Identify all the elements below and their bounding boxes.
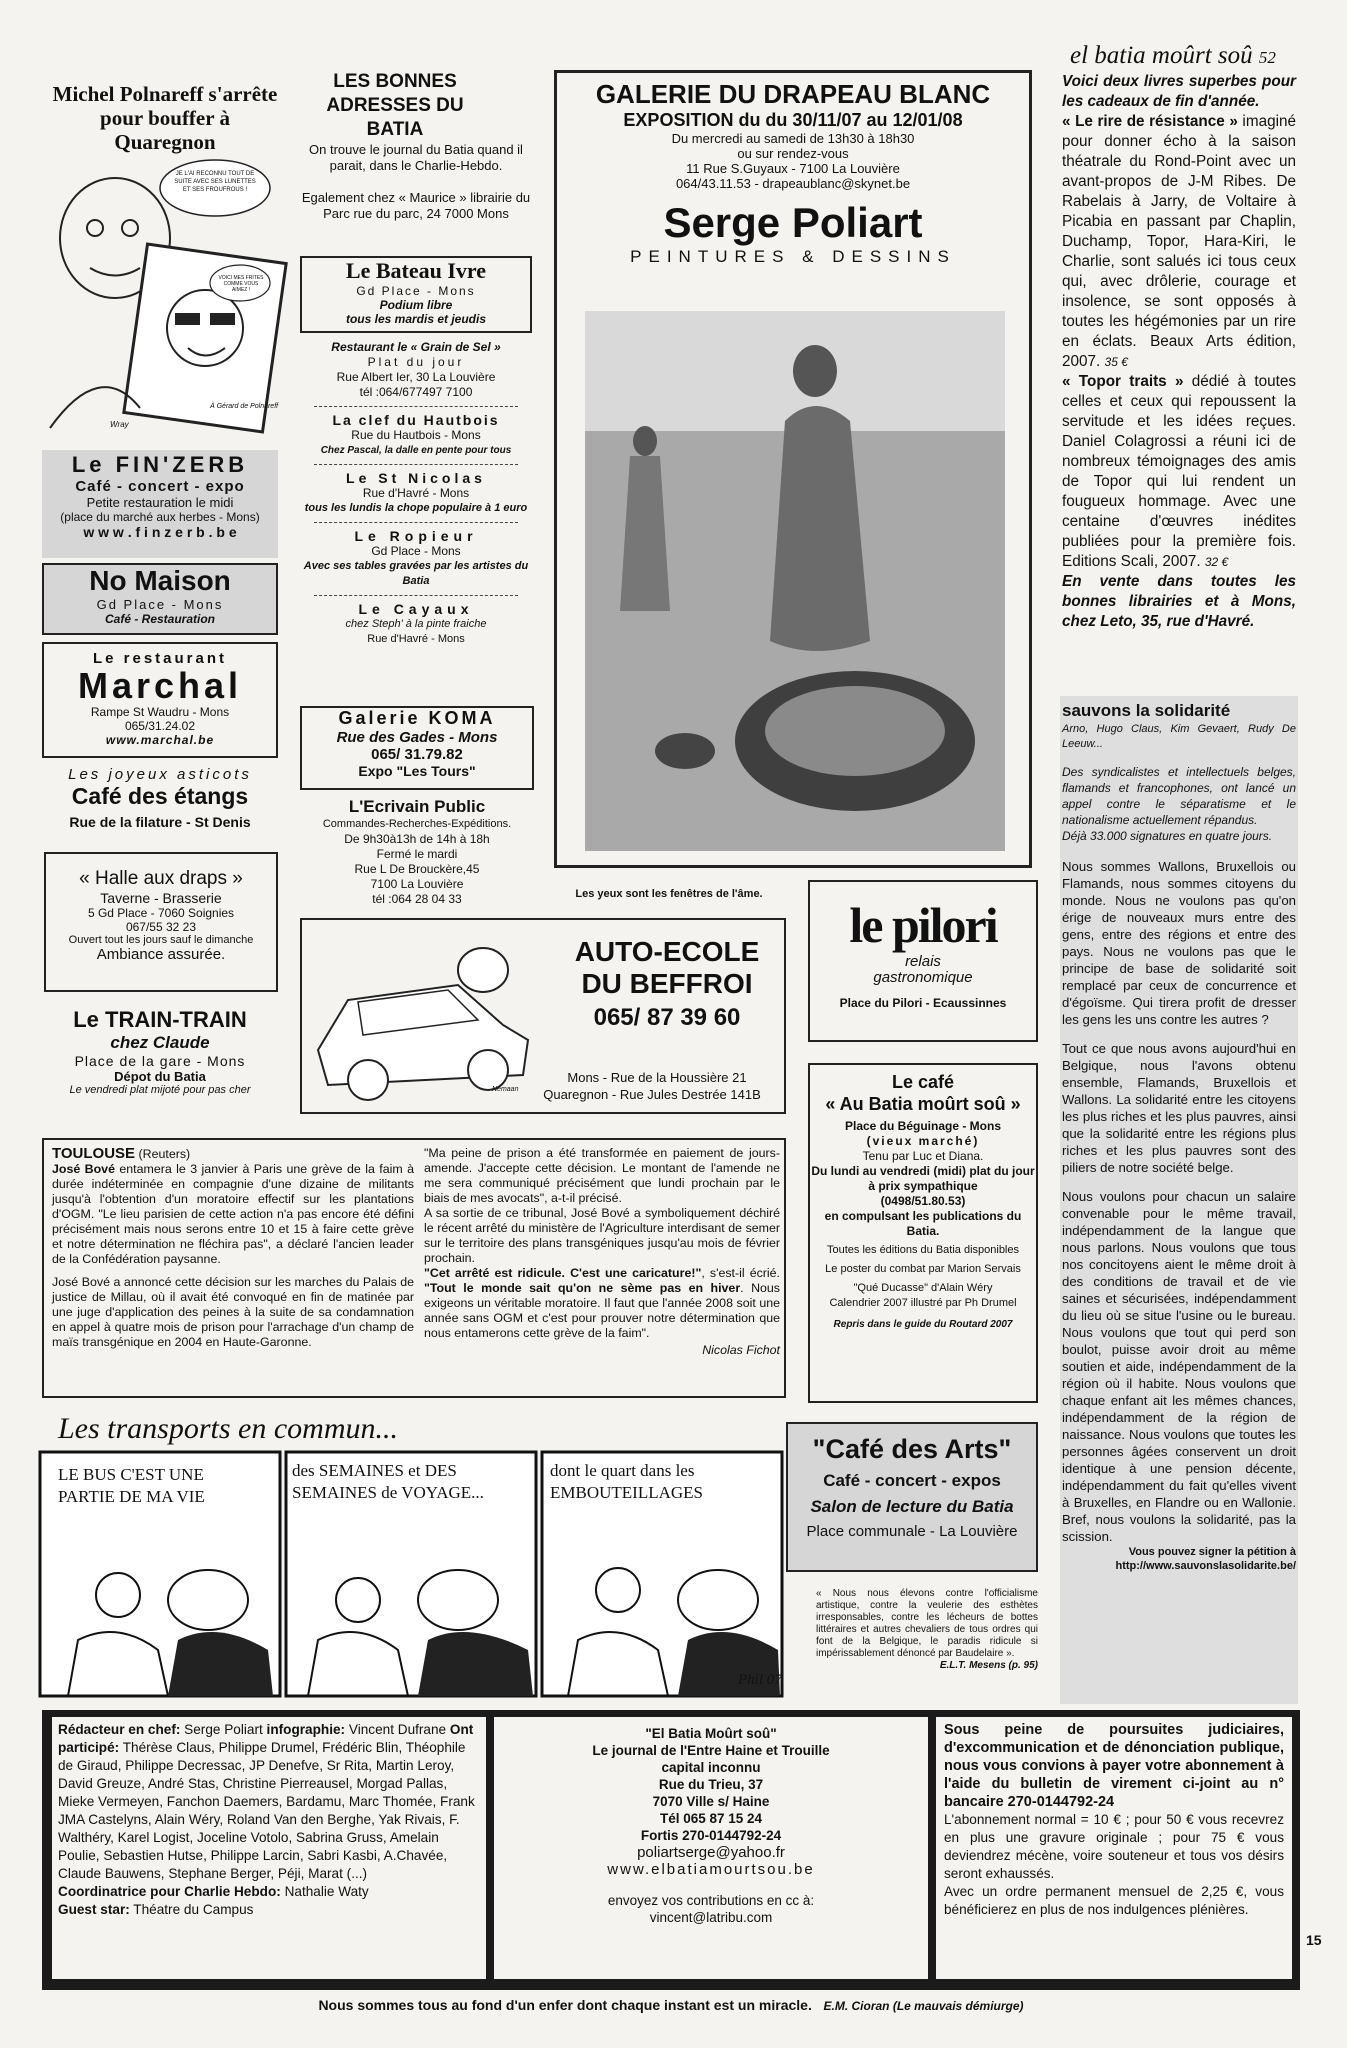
galerie-artist: Serge Poliart [663, 199, 923, 246]
adresses-intro2: Egalement chez « Maurice » librairie du Parc rue du parc, 24 7000 Mons [301, 190, 531, 221]
separator [314, 406, 518, 407]
footer-guest: Théatre du Campus [133, 1902, 254, 1917]
solidarite-petition: Vous pouvez signer la pétition à [1128, 1546, 1296, 1558]
finzerb-line1: Café - concert - expo [75, 478, 245, 495]
hautbois-name: La clef du Hautbois [332, 412, 500, 428]
toulouse-p1: entamera le 3 janvier à Paris une grève de la faim à durée indéterminée en compagnie d'une dizaine de militants jusqu'à l'obtention d'un moratoire effectif sur les plantations d'OGM. "Le lieu parisien de cette action n'a pas encore été défini précisément mais nous serons entre 10 et 15 à faire cette grève et notre détermination ne fléchira pas", a déclaré l'ancien leader de la Confédération paysanne. [52, 1162, 414, 1266]
comic-bubble3: dont le quart dans les EMBOUTEILLAGES [550, 1461, 703, 1502]
toulouse-p2: José Bové a annoncé cette décision sur les marches du Palais de justice de Millau, où il avait été convoqué en fin de matinée par une juge d'application des peines à la suite de sa condamnation en appel à quatre mois de prison pour l'arrachage d'un champ de maïs transgénique en 2004 en Haute-Garonne. [52, 1275, 414, 1349]
galerie-line4: 064/43.11.53 - drapeaublanc@skynet.be [675, 176, 911, 191]
footer-guest-label: Guest star: [58, 1902, 130, 1917]
cafebatia-line4: Du lundi au vendredi (midi) plat du jour à prix sympathique [811, 1164, 1035, 1193]
adresses-intro1: On trouve le journal du Batia quand il parait, dans le Charlie-Hebdo. [309, 142, 523, 173]
cafebatia-line9: "Qué Ducasse" d'Alain Wéry [853, 1282, 993, 1294]
bateau-name: Le Bateau Ivre [345, 258, 487, 283]
stnicolas-line1: Rue d'Havré - Mons [362, 486, 470, 500]
solidarite-title: sauvons la solidarité [1062, 701, 1231, 720]
toulouse-agency: (Reuters) [138, 1147, 191, 1161]
cafebatia-ad [808, 1063, 1038, 1403]
galerie-expo: EXPOSITION du du 30/11/07 au 12/01/08 [623, 110, 963, 130]
books-sale: En vente dans toutes les bonnes librairies et à Mons, chez Leto, 35, rue d'Havré. [1062, 573, 1296, 630]
autoecole-line1: Mons - Rue de la Houssière 21 [567, 1070, 747, 1085]
cafearts-ad [786, 1422, 1038, 1572]
halle-line4: Ouvert tout les jours sauf le dimanche [68, 934, 254, 946]
comic-bubble2: des SEMAINES et DES SEMAINES de VOYAGE... [292, 1461, 484, 1502]
footer-right1: Sous peine de poursuites judiciaires, d'excommunication et de dénonciation publique, nous vous convions à payer votre abonnement à l'aide du bulletin de virement ci-joint au n° bancaire 270-0144792-24 [944, 1722, 1284, 1810]
koma-line1: Rue des Gades - Mons [336, 729, 498, 746]
cafebatia-line1: Place du Béguinage - Mons [844, 1119, 1002, 1133]
halle-ad [44, 852, 278, 992]
solidarite-names: Arno, Hugo Claus, Kim Gevaert, Rudy De Leeuw... [1062, 723, 1296, 750]
polnareff-dedication: À Gérard de Polnareff [210, 403, 279, 410]
cafebatia-line2: (vieux marché) [866, 1134, 980, 1148]
solidarite-p3: Nous voulons pour chacun un salaire convenable pour le même travail, indépendamment de la langue que nous parlons. Nous voulons que tous nos concitoyens aient le même droit à des conditions de travail et de vie saines et sécurisées, indépendamment du lieu où se situe l'usine ou le bureau. Nous voulons que tout qui perd son boulot, puisse avoir droit au même soutien et aide, indépendamment de la région où il habite. Nous voulons que chaque enfant ait les mêmes chances, indépendamment de la région de naissance. Nous voulons que toutes les personnes âgées conservent un droit identique à une pension décente, indépendamment du fait qu'elles vivent à Bruxelles, en Flandre ou en Wallonie. Bref, nous voulons la solidarité, pas la scission. [1062, 1189, 1296, 1544]
polnareff-title: Michel Polnareff s'arrête pour bouffer à Quaregnon [52, 82, 278, 154]
footer-info-label: infographie: [266, 1722, 346, 1737]
footer-part: Thérèse Claus, Philippe Drumel, Frédéric Blin, Théophile de Giraud, Philippe Decressac, JP Denefve, Sr Rita, Martin Leroy, David Greuze, André Stas, Christine Pierreausel, Morgad Pallas, Mieke Vermeyen, Fanchon Daemers, Bardamu, Marc Thomée, Frank JMA Castelyns, Alain Wéry, Roland Van den Berghe, Yak Rivais, F. Walthéry, Karel Logist, Joceline Votolo, Sabrina Gruss, Amelain Poulie, Sebastien Hutse, Philippe Larcin, Sabri Kasbi, A.Chavée, Claude Bauwens, Stephane Berger, Péji, Marat (...) [58, 1740, 475, 1881]
footer-mid1: "El Batia Moûrt soû" [645, 1726, 777, 1741]
book1-title: « Le rire de résistance » [1062, 113, 1238, 130]
galerie-title: GALERIE DU DRAPEAU BLANC [595, 79, 991, 109]
finzerb-ad [42, 450, 278, 558]
book2-title: « Topor traits » [1062, 373, 1184, 390]
toulouse-bove: José Bové [52, 1162, 115, 1176]
car-drawing [308, 940, 538, 1110]
footer-right2: L'abonnement normal = 10 € ; pour 50 € vous recevrez en plus une gravure originale ; pour 75 € vous deviendrez mécène, voire souteneur et tous vos désirs seront exhaussés. [944, 1812, 1284, 1881]
marchal-line2: 065/31.24.02 [124, 719, 196, 733]
solidarite-intro: Des syndicalistes et intellectuels belges, flamands et francophones, ont lancé un appel contre le séparatisme et le nationalisme actuellement répandus. [1062, 765, 1296, 827]
marchal-line1: Rampe St Waudru - Mons [90, 705, 230, 719]
toulouse-p3: "Ma peine de prison a été transformée en paiement de jours-amende. J'accepte cette décision. Le montant de l'amende ne me sera communiqué précisément que lundi prochain par le biais de mes avocats", a-t-il précisé. [424, 1146, 780, 1205]
finzerb-web: w w w . f i n z e r b . b e [83, 524, 237, 540]
footer-mid4: Rue du Trieu, 37 [658, 1777, 764, 1792]
koma-name: Galerie KOMA [338, 708, 496, 728]
footer-quote-author: E.M. Cioran (Le mauvais démiurge) [823, 1999, 1024, 2013]
footer-mid10: envoyez vos contributions en cc à: [607, 1893, 815, 1908]
cafebatia-line8: Le poster du combat par Marion Servais [825, 1263, 1021, 1275]
ecrivain-ad [300, 797, 534, 907]
books-intro: Voici deux livres superbes pour les cadeaux de fin d'année. [1062, 73, 1296, 110]
book2-price: 32 € [1204, 555, 1229, 569]
nomaison-line2: Café - Restauration [104, 612, 216, 626]
pilori-logo: le pilori [849, 897, 997, 953]
footer-mid2: Le journal de l'Entre Haine et Trouille [592, 1743, 830, 1758]
cafearts-line1: Café - concert - expos [823, 1471, 1001, 1490]
finzerb-line3: (place du marché aux herbes - Mons) [60, 510, 260, 524]
polnareff-bubble1: JE L'AI RECONNU TOUT DE SUITE AVEC SES LUNETTES ET SES FROUFROUS ! [174, 171, 256, 193]
nomaison-name: No Maison [89, 565, 231, 596]
footer-mid5: 7070 Ville s/ Haine [652, 1794, 770, 1809]
polnareff-bubble2: VOICI MES FRITES COMME VOUS AIMEZ ! [218, 275, 264, 293]
ropieur-line2: Avec ses tables gravées par les artistes du Batia [303, 560, 529, 587]
graindesel-line3: tél :064/677497 7100 [359, 385, 473, 399]
galerie-ad [554, 70, 1032, 868]
hautbois-line2: Chez Pascal, la dalle en pente pour tous [320, 445, 512, 456]
footer-redac: Serge Poliart [184, 1722, 263, 1737]
bateau-ad [300, 256, 532, 333]
halle-line5: Ambiance assurée. [96, 946, 226, 963]
hautbois-line1: Rue du Hautbois - Mons [351, 428, 481, 442]
separator [314, 522, 518, 523]
toulouse-p5b: , s'est-il écrié. [701, 1266, 780, 1280]
bateau-line1: Gd Place - Mons [356, 284, 476, 298]
ecrivain-line5: 7100 La Louvière [370, 877, 464, 891]
toulouse-dateline: TOULOUSE [52, 1145, 136, 1162]
solidarite-p2: Tout ce que nous avons aujourd'hui en Belgique, nous l'avons obtenu ensemble, Flamands, Bruxellois et Wallons. La solidarité entre les citoyens les plus riches et les plus pauvres, ainsi que la solidarité entre les régions plus riches et les plus pauvres sont des piliers de notre société belge. [1062, 1041, 1296, 1175]
ropieur-name: Le Ropieur [354, 528, 478, 544]
pilori-sub1: relais [905, 953, 941, 970]
marchal-pre: Le restaurant [92, 650, 228, 667]
etangs-line1: Rue de la filature - St Denis [69, 814, 251, 830]
finzerb-line2: Petite restauration le midi [86, 495, 234, 510]
cafebatia-line7: Toutes les éditions du Batia disponibles [826, 1244, 1019, 1256]
toulouse-p5d: . Nous exigeons un véritable moratoire. Il faut que l'année 2008 soit une année sans OGM et c'est pour prouver notre détermination que nous entamerons cette grève de la faim". [424, 1281, 780, 1340]
autoecole-title2: DU BEFFROI [581, 968, 753, 999]
mesens-quote [816, 1588, 1038, 1672]
toulouse-article [42, 1138, 786, 1398]
comic-strip [38, 1412, 788, 1702]
autoecole-line2: Quaregnon - Rue Jules Destrée 141B [543, 1087, 761, 1102]
autoecole-signature: Nemaan [492, 1086, 519, 1093]
footer-margin-number: 15 [1306, 1932, 1322, 1948]
ropieur-line1: Gd Place - Mons [371, 544, 461, 558]
polnareff-cartoon [40, 158, 290, 438]
footer-quote: Nous sommes tous au fond d'un enfer dont chaque instant est un miracle. [318, 1997, 812, 2013]
marchal-ad [42, 642, 278, 758]
pilori-place: Place du Pilori - Ecaussinnes [839, 996, 1007, 1010]
footer-info: Vincent Dufrane [348, 1722, 447, 1737]
traintrain-name: Le TRAIN-TRAIN [73, 1007, 247, 1032]
finzerb-name: Le FIN'ZERB [71, 452, 249, 477]
cafebatia-line6: en compulsant les publications du Batia. [824, 1209, 1022, 1238]
nomaison-line1: Gd Place - Mons [96, 597, 224, 612]
traintrain-line1: chez Claude [110, 1033, 210, 1052]
solidarite-p1: Nous sommes Wallons, Bruxellois ou Flamands, nous sommes citoyens du monde. Nous ne voulons pas qu'on érige de nouveaux murs entre des gens, entre des régions et entre des pays. Nous ne voulons pas que le principe de base de solidarité soit remplacé par ceux de concurrence et d'égoïsme. Qui tirera profit de dresser les gens les uns contre les autres ? [1062, 859, 1296, 1027]
marchal-name: Marchal [77, 665, 243, 706]
autoecole-title1: AUTO-ECOLE [574, 936, 760, 967]
ecrivain-line4: Rue L De Brouckère,45 [354, 862, 480, 876]
page-number: 52 [1258, 48, 1276, 67]
footer-mid3: capital inconnu [661, 1760, 761, 1775]
traintrain-line4: Le vendredi plat mijoté pour pas cher [69, 1084, 251, 1096]
toulouse-col1 [52, 1146, 414, 1358]
nomaison-ad [42, 563, 278, 635]
footer-part-label: Ont participé: [58, 1722, 474, 1755]
etangs-name: Café des étangs [71, 783, 249, 809]
painting-image [585, 311, 1005, 851]
footer-quote-line [42, 1997, 1300, 2013]
halle-line1: Taverne - Brasserie [100, 890, 222, 906]
book1-price: 35 € [1104, 355, 1128, 369]
halle-name: « Halle aux draps » [79, 868, 243, 889]
koma-line3: Expo "Les Tours" [358, 763, 476, 779]
footer-web: www.elbatiamourtsou.be [607, 1861, 815, 1878]
separator [314, 595, 518, 596]
polnareff-drawing [40, 158, 290, 438]
ecrivain-line3: Fermé le mardi [376, 847, 458, 861]
footer-subscription [936, 1717, 1292, 1979]
koma-line2: 065/ 31.79.82 [371, 746, 463, 763]
halle-line2: 5 Gd Place - 7060 Soignies [87, 906, 235, 920]
mesens-author: E.L.T. Mesens (p. 95) [939, 1660, 1038, 1671]
cafebatia-line3: Tenu par Luc et Diana. [862, 1149, 984, 1163]
traintrain-line2: Place de la gare - Mons [74, 1053, 246, 1069]
graindesel-line1: Plat du jour [367, 355, 465, 369]
stnicolas-name: Le St Nicolas [346, 470, 486, 486]
footer-redac-label: Rédacteur en chef: [58, 1722, 181, 1737]
footer-mid11: vincent@latribu.com [649, 1910, 773, 1925]
galerie-line1: Du mercredi au samedi de 13h30 à 18h30 [671, 131, 915, 146]
traintrain-line3: Dépot du Batia [114, 1069, 206, 1084]
comic-signature: Phil 07 [738, 1672, 782, 1688]
toulouse-author: Nicolas Fichot [702, 1343, 780, 1357]
cafebatia-line5: (0498/51.80.53) [880, 1194, 966, 1208]
footer-credits [52, 1717, 486, 1979]
cafebatia-line11: Repris dans le guide du Routard 2007 [833, 1319, 1013, 1330]
cafebatia-title1: Le café [891, 1072, 955, 1092]
autoecole-phone: 065/ 87 39 60 [593, 1004, 741, 1031]
galerie-sub: PEINTURES & DESSINS [630, 247, 956, 266]
footer-mid6: Tél 065 87 15 24 [659, 1811, 763, 1826]
solidarite-url: http://www.sauvonslasolidarite.be/ [1115, 1560, 1296, 1572]
separator [314, 464, 518, 465]
bateau-line3: tous les mardis et jeudis [345, 312, 487, 326]
footer-mid7: Fortis 270-0144792-24 [640, 1828, 782, 1843]
pilori-ad [808, 880, 1038, 1042]
ecrivain-name: L'Ecrivain Public [348, 797, 486, 816]
solidarite-signatures: Déjà 33.000 signatures en quatre jours. [1062, 829, 1273, 843]
mesens-text: « Nous nous élevons contre l'officialisme artistique, contre la veulerie des esthètes irresponsables, contre les lécheurs de bottes littéraires et autres chevaliers de tous ordres qui font de la Belgique, le paradis ridicule si impérissablement dénoncé par Baudelaire ». [816, 1588, 1038, 1659]
marchal-web: www.marchal.be [105, 733, 215, 747]
ecrivain-line2: De 9h30à13h de 14h à 18h [344, 832, 490, 846]
etangs-ad [42, 766, 278, 830]
masthead-title: el batia moûrt soû [1070, 42, 1253, 69]
stnicolas-line2: tous les lundis la chope populaire à 1 euro [304, 502, 528, 514]
books-column [1062, 72, 1296, 632]
cayaux-name: Le Cayaux [358, 601, 474, 617]
footer-right3: Avec un ordre permanent mensuel de 2,25 €, vous bénéficierez en plus de nos indulgences plénières. [944, 1884, 1284, 1917]
galerie-line3: 11 Rue S.Guyaux - 7100 La Louvière [686, 161, 900, 176]
toulouse-col2 [424, 1146, 780, 1358]
comic-bubble1: LE BUS C'EST UNE PARTIE DE MA VIE [58, 1465, 205, 1506]
cafearts-line3: Place communale - La Louvière [806, 1523, 1018, 1540]
cayaux-line1: chez Steph' à la pinte fraiche [345, 618, 487, 630]
masthead [1070, 42, 1276, 70]
polnareff-signature: Wray [110, 420, 129, 429]
comic-title: Les transports en commun... [58, 1412, 399, 1445]
adresses-list [300, 340, 532, 647]
bateau-line2: Podium libre [379, 298, 453, 312]
toulouse-quote2: "Tout le monde sait qu'on ne sème pas en hiver [424, 1281, 741, 1295]
cafearts-name: "Café des Arts" [812, 1434, 1012, 1464]
koma-ad [300, 706, 534, 790]
pilori-sub2: gastronomique [873, 969, 973, 986]
cafebatia-line10: Calendrier 2007 illustré par Ph Drumel [829, 1297, 1017, 1309]
cafebatia-title2: « Au Batia moûrt soû » [825, 1094, 1021, 1114]
graindesel-line2: Rue Albert Ier, 30 La Louvière [336, 370, 496, 384]
cayaux-line2: Rue d'Havré - Mons [367, 633, 465, 645]
traintrain-ad [42, 1007, 278, 1096]
halle-line3: 067/55 32 23 [125, 920, 197, 934]
toulouse-quote1: "Cet arrêté est ridicule. C'est une caricature!" [424, 1266, 702, 1280]
footer-email: poliartserge@yahoo.fr [637, 1844, 785, 1861]
galerie-line2: ou sur rendez-vous [737, 146, 849, 161]
footer-coord-label: Coordinatrice pour Charlie Hebdo: [58, 1884, 281, 1899]
galerie-painting [585, 311, 1005, 851]
adresses-title: LES BONNES ADRESSES DU BATIA [326, 71, 464, 140]
etangs-pre: Les joyeux asticots [68, 766, 252, 783]
book2-text: dédié à toutes celles et ceux qui repoussent la servitude et les idées reçues. Daniel Colagrossi a réuni ici de nombreux témoignages des amis de Topor qui lui rendent un fougueux hommage. Avec une centaine d'œuvres inédites publiées pour la première fois. Editions Scali, 2007. [1062, 373, 1296, 570]
ecrivain-line1: Commandes-Recherches-Expéditions. [322, 818, 512, 830]
autoecole-car [308, 940, 538, 1110]
ecrivain-line6: tél :064 28 04 33 [372, 892, 462, 906]
galerie-caption: Les yeux sont les fenêtres de l'âme. [575, 888, 763, 900]
graindesel-name: Restaurant le « Grain de Sel » [331, 340, 501, 354]
book1-text: imaginé pour donner écho à la saison théatrale du Rond-Point avec un avant-propos de J-M Ribes. De Rabelais à Jarry, de Voltaire à Picabia en passant par Chaplin, Duchamp, Topor, Hara-Kiri, le Charlie, sont salués ici tous ceux qui, avec drôlerie, courage et insolence, se sont opposés à toutes les hégémonies par un rire en éclats. Beaux Arts édition, 2007. [1062, 113, 1296, 370]
autoecole-ad [300, 918, 786, 1114]
toulouse-p4: A sa sortie de ce tribunal, José Bové a symboliquement déchiré le récent arrêté du ministère de l'Agriculture interdisant de semer sur le territoire des plans transgéniques jusqu'au mois de février prochain. [424, 1206, 780, 1265]
cafearts-line2: Salon de lecture du Batia [810, 1497, 1014, 1516]
footer-masthead [494, 1717, 928, 1979]
footer-coord: Nathalie Waty [284, 1884, 369, 1899]
solidarite-article [1062, 700, 1296, 1573]
